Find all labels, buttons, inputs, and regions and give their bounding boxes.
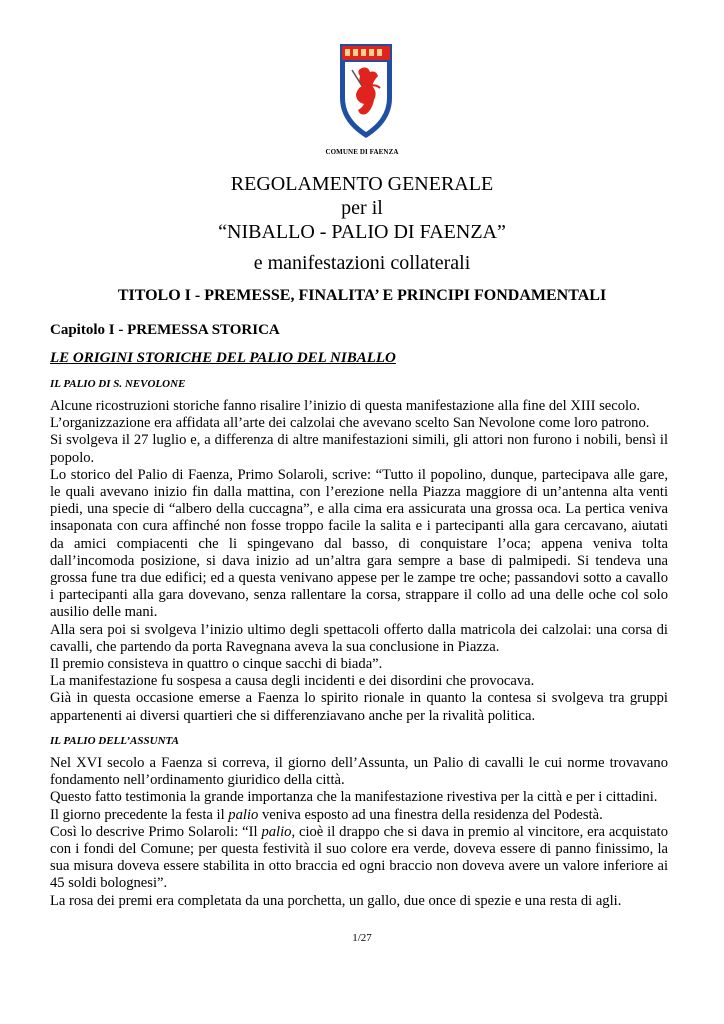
- paragraph: Il premio consisteva in quattro o cinque sacchi di biada”.: [50, 656, 383, 673]
- paragraph: Già in questa occasione emerse a Faenza lo spirito rionale in quanto la contesa si svolgeva tra gruppi appartenenti ai diversi quartieri che si differenziavano anche per la rivalità politica.: [50, 690, 668, 724]
- paragraph: Lo storico del Palio di Faenza, Primo Solaroli, scrive: “Tutto il popolino, dunque, partecipava alle gare, le quali avevano inizio fin dalla mattina, con l’erezione nella Piazza maggiore di un’antenna alta venti piedi, una specie di “albero della cuccagna”, e alla cima era assicurata una grossa oca. La pertica veniva insaponata con cura affinché non fosse troppo facile la salita e i partecipanti alla gara cercavano, aiutati da amici compiacenti che li spingevano dal basso, di conquistare l’oca; appena veniva tolta dall’incomoda posizione, si dava inizio ad un’altra gara sempre a base di palmipedi. Si tendeva una grossa fune tra due edifici; ed a questa venivano appese per le zampe tre oche; passandovi sotto a cavallo i partecipanti alla gara dovevano, senza rallentare la corsa, strappare il collo ad una delle oche col solo ausilio delle mani.: [50, 466, 668, 621]
- paragraph: Alla sera poi si svolgeva l’inizio ultimo degli spettacoli offerto dalla matricola dei calzolai: una corsa di cavalli, che partendo da porta Ravegnana aveva la sua conclusione in Piazza.: [50, 621, 668, 655]
- title-line-4: e manifestazioni collaterali: [253, 252, 471, 274]
- paragraph: L’organizzazione era affidata all’arte dei calzolai che avevano scelto San Nevolone come loro patrono.: [50, 415, 650, 432]
- section-1-body: [50, 398, 668, 725]
- text-run: , cioè il drappo che si dava in premio al vincitore, era acquistato con i fondi del Comune; per questa festività il suo colore era verde, doveva essere di panno finissimo, la sua misura doveva essere stabilita in otto braccia ed ogni braccio non doveva avere un valore inferiore ai 45 soldi bolognesi”.: [50, 823, 668, 892]
- title-line-3: “NIBALLO - PALIO DI FAENZA”: [218, 221, 506, 243]
- section-2-body: [50, 755, 668, 910]
- paragraph: Si svolgeva il 27 luglio e, a differenza di altre manifestazioni simili, gli attori non furono i nobili, bensì il popolo.: [50, 432, 668, 466]
- title-line-1: REGOLAMENTO GENERALE: [230, 173, 494, 195]
- section-1-heading: IL PALIO DI S. NEVOLONE: [50, 378, 186, 390]
- paragraph: Alcune ricostruzioni storiche fanno risalire l’inizio di questa manifestazione alla fine del XIII secolo.: [50, 398, 641, 414]
- paragraph: [50, 824, 668, 893]
- paragraph: Nel XVI secolo a Faenza si correva, il giorno dell’Assunta, un Palio di cavalli le cui norme trovavano fondamento nell’ordinamento giuridico della città.: [50, 755, 668, 789]
- chapter-subheading: LE ORIGINI STORICHE DEL PALIO DEL NIBALLO: [50, 350, 396, 366]
- document-title: [0, 172, 724, 244]
- paragraph: [50, 807, 668, 824]
- titolo-heading: TITOLO I - PREMESSE, FINALITA’ E PRINCIPI FONDAMENTALI: [117, 287, 607, 304]
- text-run: Così lo descrive Primo Solaroli: “Il: [50, 823, 262, 840]
- page-number: 1/27: [352, 932, 372, 944]
- comune-label: COMUNE DI FAENZA: [325, 148, 399, 156]
- paragraph: La rosa dei premi era completata da una porchetta, un gallo, due once di spezie e una resta di agli.: [50, 892, 622, 909]
- section-2-heading: IL PALIO DELL’ASSUNTA: [50, 735, 179, 747]
- title-line-2: per il: [341, 197, 383, 219]
- emphasis-palio: palio: [261, 823, 292, 840]
- text-run: veniva esposto ad una finestra della residenza del Podestà.: [258, 806, 603, 823]
- chapter-heading: Capitolo I - PREMESSA STORICA: [50, 322, 280, 338]
- faenza-coat-of-arms-icon: [336, 40, 396, 140]
- paragraph: La manifestazione fu sospesa a causa degli incidenti e dei disordini che provocava.: [50, 673, 535, 690]
- paragraph: Questo fatto testimonia la grande importanza che la manifestazione rivestiva per la città e per i cittadini.: [50, 789, 658, 806]
- text-run: Il giorno precedente la festa il: [50, 806, 229, 823]
- emphasis-palio: palio: [228, 806, 259, 823]
